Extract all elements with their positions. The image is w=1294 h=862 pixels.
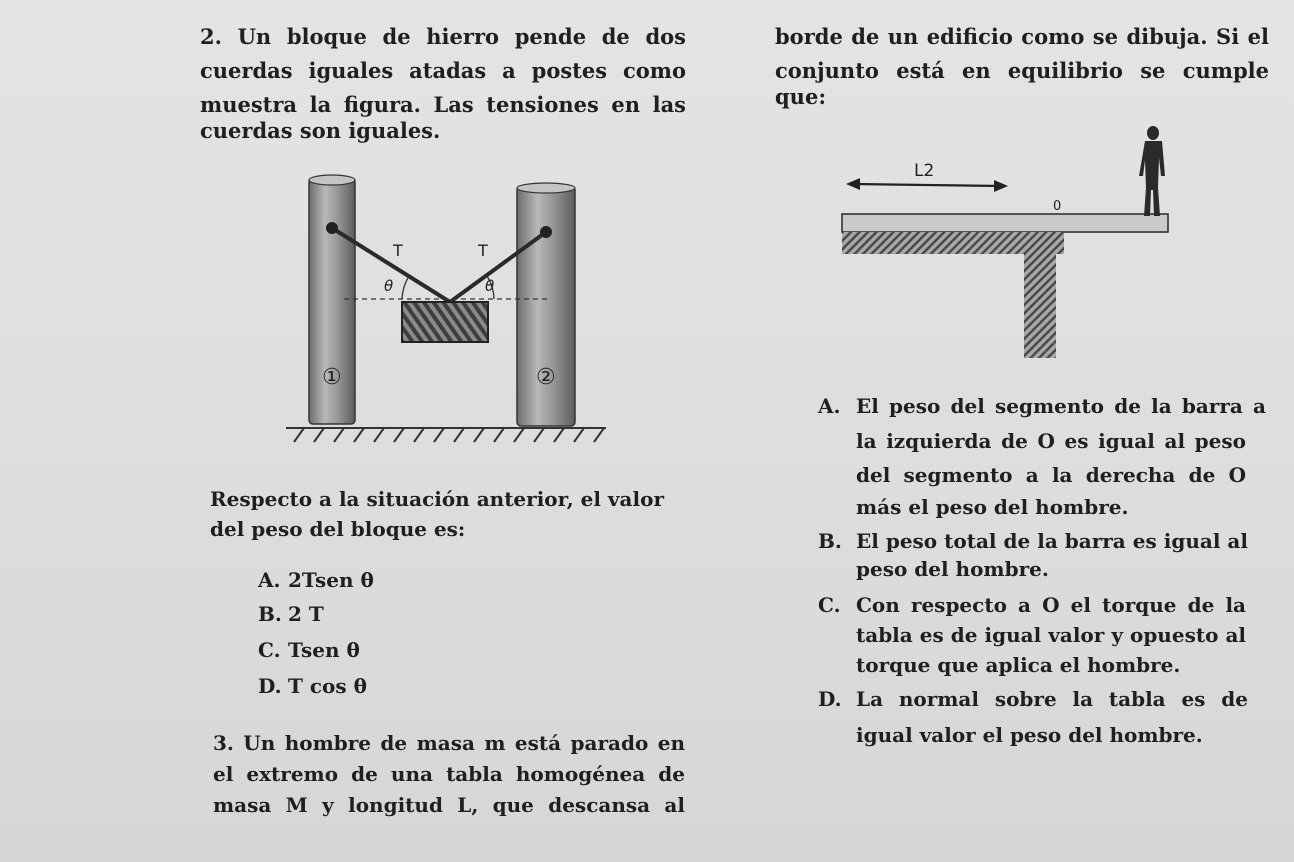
q3-option-a-line-1: El peso del segmento de la barra a bbox=[856, 394, 1266, 418]
q3-option-c-line-1: Con respecto a O el torque de la bbox=[856, 593, 1246, 617]
q2-option-d-text: T cos θ bbox=[288, 674, 367, 698]
man-figure bbox=[1139, 126, 1165, 216]
q2-prompt-line-2: del peso del bloque es: bbox=[210, 517, 466, 541]
q2-option-d-letter: D. bbox=[258, 674, 282, 698]
ground-hatch bbox=[286, 428, 606, 442]
q3-option-a-line-3: del segmento a la derecha de O bbox=[856, 463, 1246, 487]
iron-block bbox=[402, 302, 488, 342]
tension-left-label: T bbox=[393, 241, 403, 260]
pivot-label: 0 bbox=[1053, 199, 1062, 214]
q2-line-3: muestra la figura. Las tensiones en las bbox=[200, 92, 686, 117]
q3-option-b-line-1: El peso total de la barra es igual al bbox=[856, 529, 1248, 553]
angle-left-label: θ bbox=[384, 277, 394, 295]
q3-option-c-line-3: torque que aplica el hombre. bbox=[856, 653, 1181, 677]
q3-line-2: el extremo de una tabla homogénea de bbox=[213, 762, 685, 786]
q3-option-b-letter: B. bbox=[818, 529, 842, 553]
q3-option-a-line-4: más el peso del hombre. bbox=[856, 495, 1129, 519]
q2-figure-hanging-block bbox=[280, 170, 620, 450]
q3-line-1: 3. Un hombre de masa m está parado en bbox=[213, 731, 685, 755]
angle-arc-left bbox=[402, 276, 409, 299]
q2-option-b-letter: B. bbox=[258, 602, 282, 626]
q2-option-c-letter: C. bbox=[258, 638, 281, 662]
q3-continuation-line-1: borde de un edificio como se dibuja. Si el bbox=[775, 24, 1269, 49]
building-roof bbox=[842, 232, 1064, 254]
knot-left bbox=[326, 222, 338, 234]
tension-right-label: T bbox=[478, 241, 488, 260]
q3-option-d-line-2: igual valor el peso del hombre. bbox=[856, 723, 1203, 747]
knot-right bbox=[540, 226, 552, 238]
q2-option-c[interactable] bbox=[258, 637, 360, 663]
q2-line-2: cuerdas iguales atadas a postes como bbox=[200, 58, 686, 83]
q2-option-b-text: 2 T bbox=[288, 602, 324, 626]
q3-continuation-line-2: conjunto está en equilibrio se cumple que: bbox=[775, 58, 1269, 109]
q2-line-4: cuerdas son iguales. bbox=[200, 118, 441, 143]
q2-option-a-letter: A. bbox=[258, 568, 281, 592]
q2-prompt-line-1: Respecto a la situación anterior, el valor bbox=[210, 487, 664, 511]
q3-option-b-line-2: peso del hombre. bbox=[856, 557, 1049, 581]
q3-figure-plank-on-building bbox=[836, 118, 1176, 368]
q3-option-d-letter: D. bbox=[818, 687, 842, 711]
post-2-label: ② bbox=[536, 365, 556, 390]
plank bbox=[842, 214, 1168, 232]
q2-line-1: 2. Un bloque de hierro pende de dos bbox=[200, 24, 686, 49]
q2-option-d[interactable] bbox=[258, 673, 367, 699]
post-1-label: ① bbox=[322, 365, 342, 390]
q2-option-a-text: 2Tsen θ bbox=[288, 568, 374, 592]
q3-option-a-letter: A. bbox=[818, 394, 841, 418]
q3-line-3: masa M y longitud L, que descansa al bbox=[213, 793, 685, 817]
building-wall bbox=[1024, 254, 1056, 358]
angle-right-label: θ bbox=[485, 277, 495, 295]
q3-option-c-letter: C. bbox=[818, 593, 841, 617]
q2-option-b[interactable] bbox=[258, 601, 324, 627]
q2-option-a[interactable] bbox=[258, 567, 374, 593]
length-label: L2 bbox=[914, 161, 935, 181]
q3-option-a-line-2: la izquierda de O es igual al peso bbox=[856, 429, 1246, 453]
q3-option-c-line-2: tabla es de igual valor y opuesto al bbox=[856, 623, 1246, 647]
q2-option-c-text: Tsen θ bbox=[288, 638, 360, 662]
q3-option-d-line-1: La normal sobre la tabla es de bbox=[856, 687, 1248, 711]
